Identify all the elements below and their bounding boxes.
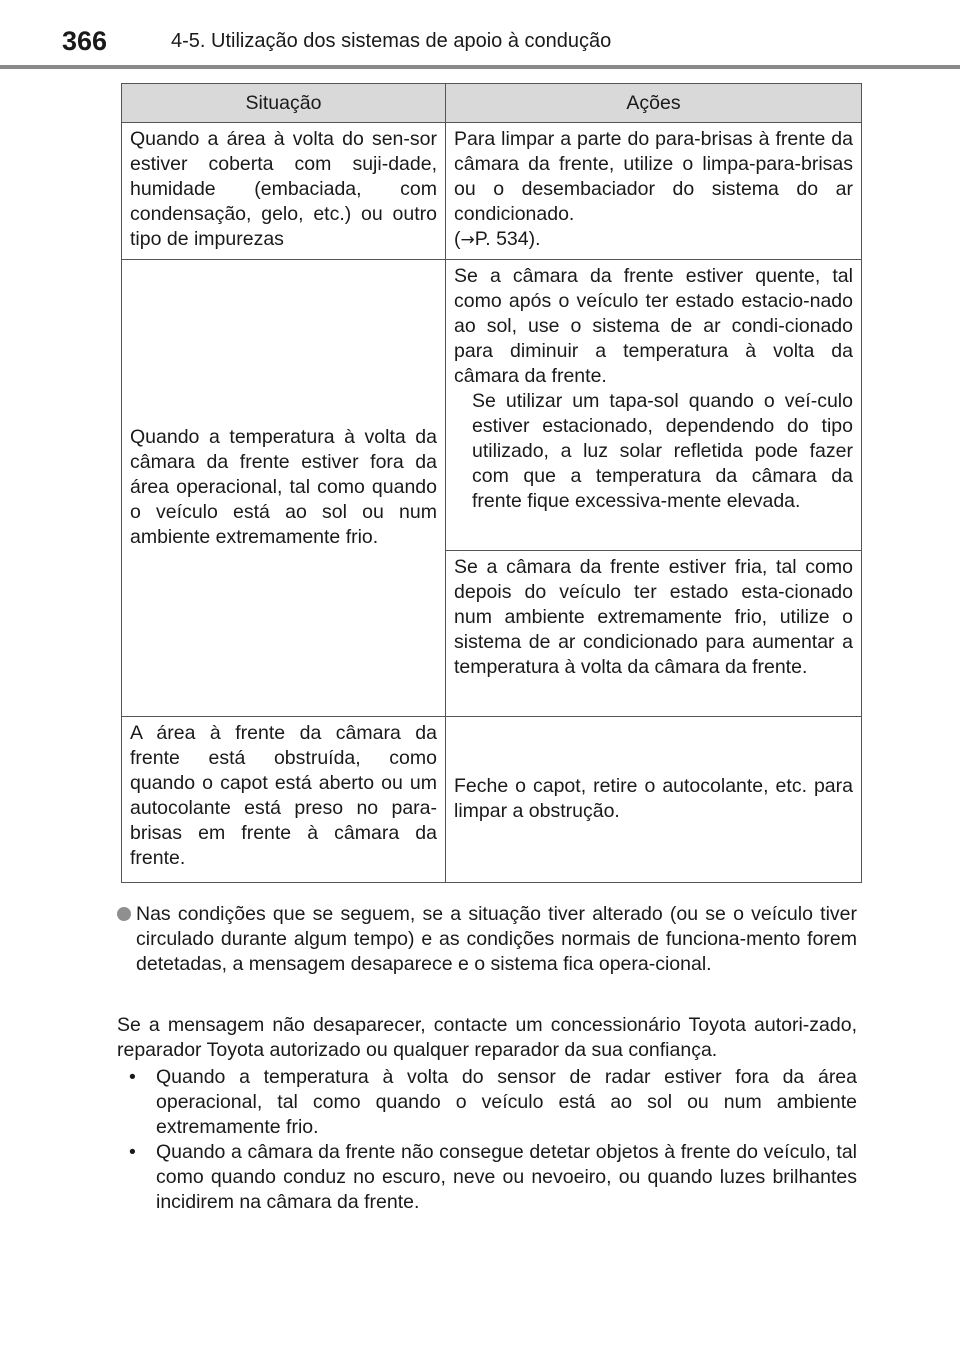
action-cell — [446, 123, 862, 260]
page-reference: (→P. 534). — [454, 228, 541, 250]
situation-actions-table — [121, 83, 862, 883]
situation-text: Quando a área à volta do sen-sor estiver coberta com suji-dade, humidade (embaciada, com condensação, gelo, etc.) ou outro tipo de impurezas — [130, 128, 437, 250]
table-row — [122, 260, 862, 551]
page-number: 366 — [62, 26, 108, 56]
situation-text: Quando a temperatura à volta da câmara da frente estiver fora da área operacional, tal como quando o veículo está ao sol ou num ambiente extremamente frio. — [130, 425, 437, 548]
list-bullet: • — [129, 1066, 136, 1088]
list-item-text: Quando a temperatura à volta do sensor de radar estiver fora da área operacional, tal como quando o veículo está ao sol ou num ambiente extremamente frio. — [156, 1066, 857, 1138]
list-item — [127, 1140, 857, 1215]
list-bullet: • — [129, 1141, 136, 1163]
bullet-paragraph-text: Nas condições que se seguem, se a situação tiver alterado (ou se o veículo tiver circulado durante algum tempo) e as condições normais de funciona-mento forem detetadas, a mensagem desaparece e o sistema fica opera-cional. — [136, 903, 857, 975]
action-text: Se a câmara da frente estiver fria, tal como depois do veículo ter estado esta-cionado num ambiente extremamente frio, utilize o sistema de ar condicionado para aumentar a temperatura à volta da câmara da frente. — [454, 556, 853, 678]
table-row — [122, 717, 862, 883]
situation-cell — [122, 260, 446, 717]
action-note: Se utilizar um tapa-sol quando o veí-culo estiver estacionado, dependendo do tipo utilizado, a luz solar refletida pode fazer com que a temperatura da câmara da frente fique excessiva-mente elevada. — [472, 390, 853, 512]
table-row — [122, 123, 862, 260]
list-item — [127, 1065, 857, 1140]
bullet-paragraph — [117, 902, 857, 977]
page-header — [0, 0, 960, 70]
action-cell — [446, 717, 862, 883]
contact-paragraph-text: Se a mensagem não desaparecer, contacte um concessionário Toyota autori-zado, reparador Toyota autorizado ou qualquer reparador da sua confiança. — [117, 1014, 857, 1061]
conditions-list — [127, 1065, 857, 1215]
header-rule — [0, 65, 960, 69]
list-item-text: Quando a câmara da frente não consegue detetar objetos à frente do veículo, tal como quando conduz no escuro, neve ou nevoeiro, ou quando luzes brilhantes incidirem na câmara da frente. — [156, 1141, 857, 1213]
table-header-row — [122, 84, 862, 123]
action-text: Se a câmara da frente estiver quente, tal como após o veículo ter estado estacio-nado ao sol, use o sistema de ar condi-cionado para diminuir a temperatura à volta da câmara da frente. — [454, 265, 853, 387]
action-text: Para limpar a parte do para-brisas à frente da câmara da frente, utilize o limpa-para-brisas ou o desembaciador do sistema do ar condicionado. — [454, 128, 853, 225]
situation-text: A área à frente da câmara da frente está obstruída, como quando o capot está aberto ou um autocolante está preso no para-brisas em frente à câmara da frente. — [130, 722, 437, 869]
page-reference-text: P. 534). — [474, 228, 541, 250]
action-cell — [446, 260, 862, 551]
action-text: Feche o capot, retire o autocolante, etc. para limpar a obstrução. — [454, 774, 853, 822]
column-header-situation: Situação — [122, 84, 446, 123]
situation-cell — [122, 717, 446, 883]
section-title: 4-5. Utilização dos sistemas de apoio à condução — [171, 30, 612, 52]
contact-paragraph — [117, 1013, 857, 1063]
bullet-circle-icon — [117, 907, 131, 921]
action-cell — [446, 551, 862, 717]
arrow-right-icon: → — [460, 230, 475, 250]
situation-cell — [122, 123, 446, 260]
column-header-actions: Ações — [446, 84, 862, 123]
